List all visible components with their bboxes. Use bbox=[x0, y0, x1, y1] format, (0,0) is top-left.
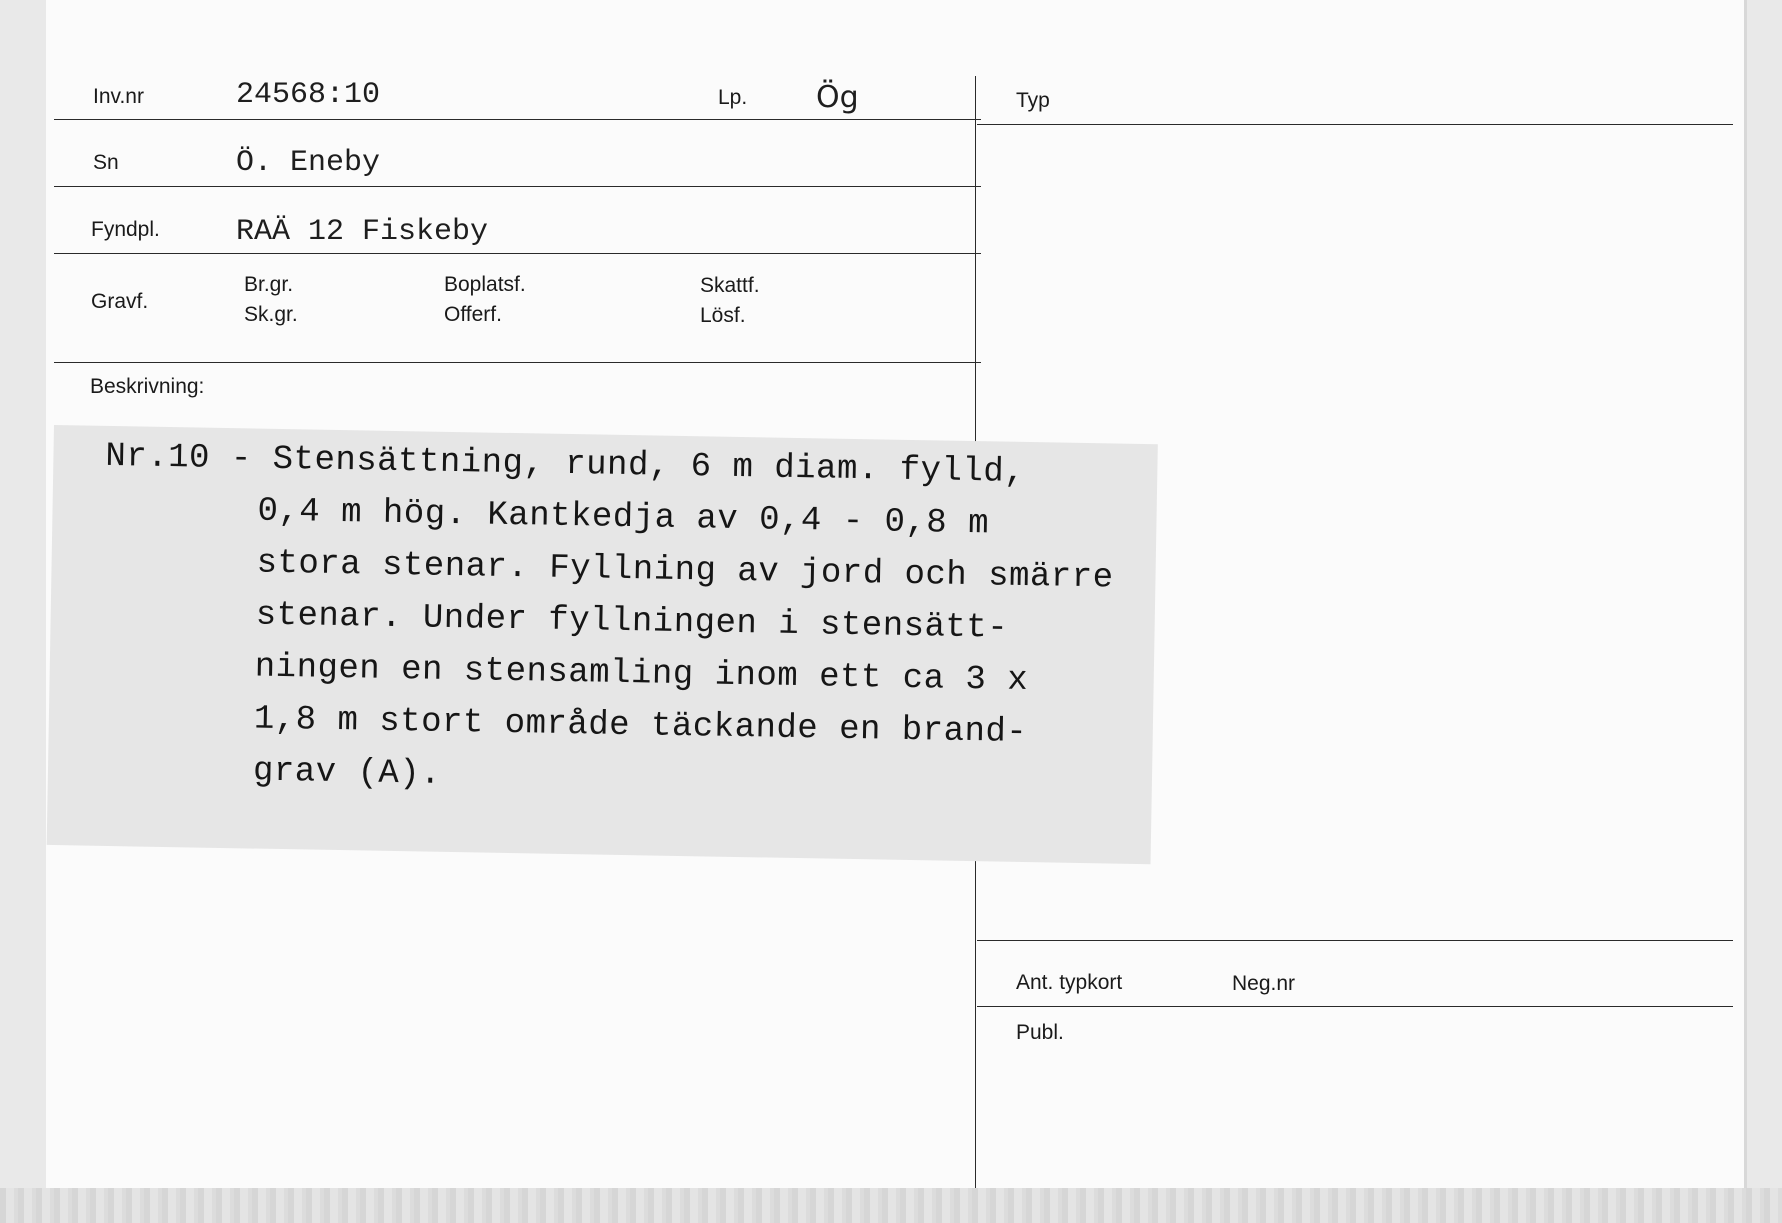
sn-label: Sn bbox=[93, 151, 119, 174]
skgr-label: Sk.gr. bbox=[244, 303, 298, 326]
publ-label: Publ. bbox=[1016, 1021, 1064, 1044]
sn-value: Ö. Eneby bbox=[236, 146, 381, 180]
fyndpl-label: Fyndpl. bbox=[91, 218, 160, 241]
losf-label: Lösf. bbox=[700, 304, 746, 327]
divider-typ bbox=[977, 124, 1733, 125]
description-line: stora stenar. Fyllning av jord och smärre bbox=[256, 544, 1114, 598]
ant-typkort-label: Ant. typkort bbox=[1016, 971, 1123, 994]
lp-label: Lp. bbox=[718, 86, 748, 109]
divider-fyndpl bbox=[54, 253, 981, 254]
fyndpl-value: RAÄ 12 Fiskeby bbox=[236, 215, 489, 249]
offerf-label: Offerf. bbox=[444, 303, 502, 326]
description-line: Nr.10 - Stensättning, rund, 6 m diam. fylld, bbox=[105, 437, 1026, 492]
divider-negnr bbox=[977, 1006, 1733, 1007]
description-line: 0,4 m hög. Kantkedja av 0,4 - 0,8 m bbox=[257, 492, 990, 544]
inv-nr-label: Inv.nr bbox=[93, 85, 144, 108]
beskrivning-label: Beskrivning: bbox=[90, 375, 205, 398]
divider-gravf bbox=[54, 362, 981, 363]
divider-sn bbox=[54, 186, 981, 187]
scan-bottom-edge bbox=[0, 1188, 1782, 1223]
lp-value: Ög bbox=[816, 80, 859, 115]
description-line: 1,8 m stort område täckande en brand- bbox=[253, 700, 1028, 753]
description-line: stenar. Under fyllningen i stensätt- bbox=[255, 596, 1009, 648]
boplatsf-label: Boplatsf. bbox=[444, 273, 526, 296]
description-slip bbox=[47, 425, 1158, 864]
divider-ant bbox=[977, 940, 1733, 941]
skattf-label: Skattf. bbox=[700, 274, 760, 297]
description-line: ningen en stensamling inom ett ca 3 x bbox=[254, 648, 1029, 701]
inv-nr-value: 24568:10 bbox=[236, 78, 381, 112]
brgr-label: Br.gr. bbox=[244, 273, 294, 296]
typ-label: Typ bbox=[1016, 89, 1050, 112]
description-line: grav (A). bbox=[252, 752, 442, 794]
gravf-label: Gravf. bbox=[91, 290, 149, 313]
divider-inv bbox=[54, 119, 981, 120]
neg-nr-label: Neg.nr bbox=[1232, 972, 1296, 995]
